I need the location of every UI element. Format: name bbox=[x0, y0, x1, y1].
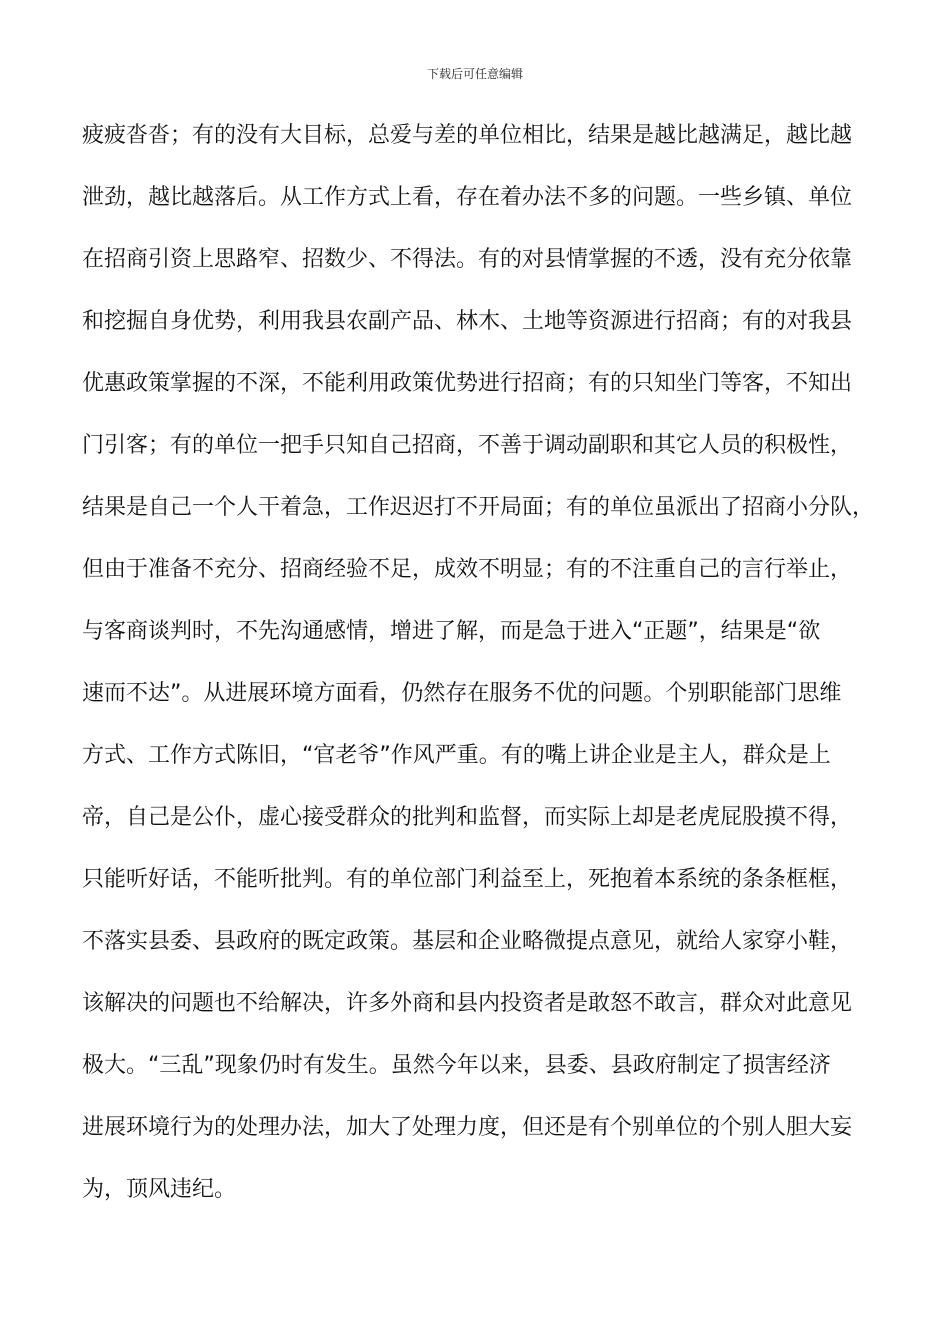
text-line: 与客商谈判时，不先沟通感情，增进了解，而是急于进入“正题”，结果是“欲 bbox=[82, 619, 821, 644]
text-line: 不落实县委、县政府的既定政策。基层和企业略微提点意见，就给人家穿小鞋， bbox=[82, 929, 853, 954]
text-line: 结果是自己一个人干着急，工作迟迟打不开局面；有的单位虽派出了招商小分队， bbox=[82, 495, 875, 520]
text-line: 泄劲，越比越落后。从工作方式上看，存在着办法不多的问题。一些乡镇、单位 bbox=[82, 185, 853, 210]
text-line: 速而不达”。从进展环境方面看，仍然存在服务不优的问题。个别职能部门思维 bbox=[82, 681, 842, 706]
text-line: 为，顶风违纪。 bbox=[82, 1177, 237, 1202]
text-line: 极大。“三乱”现象仍时有发生。虽然今年以来，县委、县政府制定了损害经济 bbox=[82, 1053, 831, 1078]
text-line: 和挖掘自身优势，利用我县农副产品、林木、土地等资源进行招商；有的对我县 bbox=[82, 309, 853, 334]
text-line: 进展环境行为的处理办法，加大了处理力度，但还是有个别单位的个别人胆大妄 bbox=[82, 1115, 853, 1140]
text-line: 帝，自己是公仆，虚心接受群众的批判和监督，而实际上却是老虎屁股摸不得， bbox=[82, 805, 853, 830]
text-line: 但由于准备不充分、招商经验不足，成效不明显；有的不注重自己的言行举止， bbox=[82, 557, 853, 582]
body-text bbox=[82, 118, 882, 1234]
text-line: 优惠政策掌握的不深，不能利用政策优势进行招商；有的只知坐门等客，不知出 bbox=[82, 371, 853, 396]
text-line: 只能听好话，不能听批判。有的单位部门利益至上，死抱着本系统的条条框框， bbox=[82, 867, 853, 892]
text-line: 方式、工作方式陈旧，“官老爷”作风严重。有的嘴上讲企业是主人，群众是上 bbox=[82, 743, 831, 768]
page-header-note: 下载后可任意编辑 bbox=[426, 67, 523, 81]
text-line: 在招商引资上思路窄、招数少、不得法。有的对县情掌握的不透，没有充分依靠 bbox=[82, 247, 853, 272]
text-line: 疲疲沓沓；有的没有大目标，总爱与差的单位相比，结果是越比越满足，越比越 bbox=[82, 123, 853, 148]
text-line: 该解决的问题也不给解决，许多外商和县内投资者是敢怒不敢言，群众对此意见 bbox=[82, 991, 853, 1016]
text-line: 门引客；有的单位一把手只知自己招商，不善于调动副职和其它人员的积极性， bbox=[82, 433, 853, 458]
